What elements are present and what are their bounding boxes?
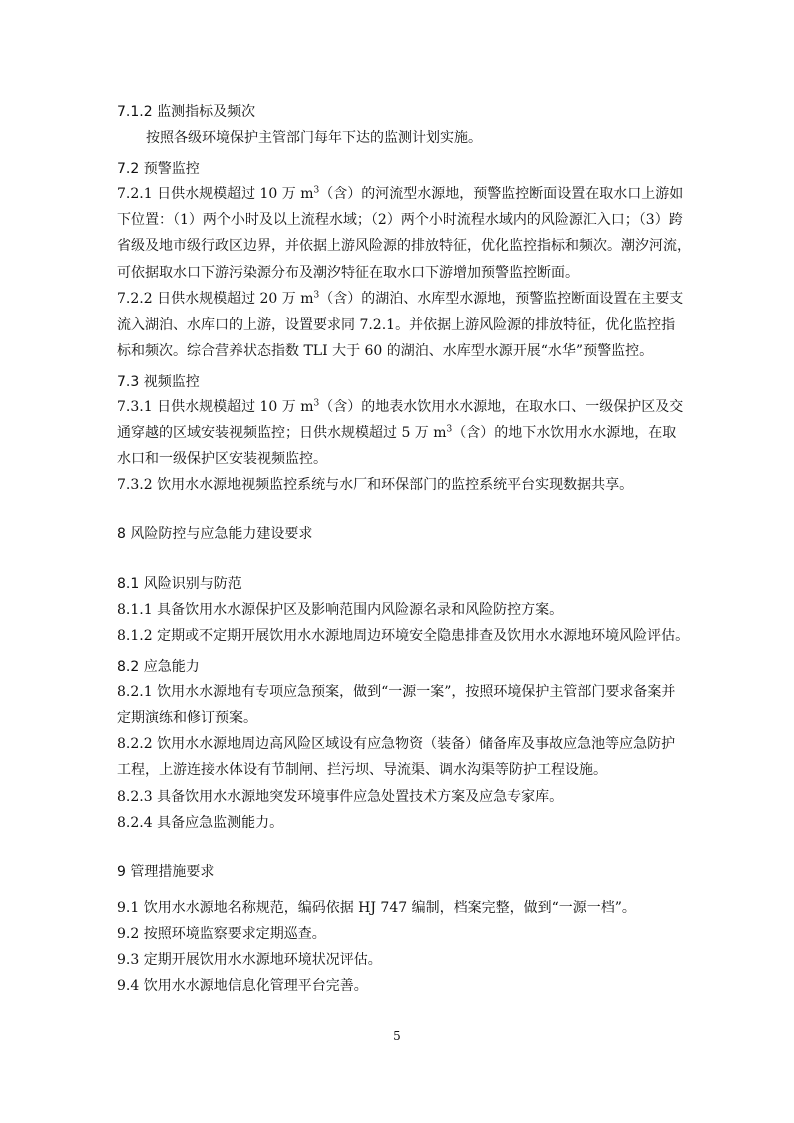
superscript: 3 [313,290,320,301]
item-9-4: 9.4 饮用水水源地信息化管理平台完善。 [117,978,368,994]
item-8-1-2: 8.1.2 定期或不定期开展饮用水水源地周边环境安全隐患排查及饮用水水源地环境风险评估。 [117,628,690,644]
item-9-1: 9.1 饮用水水源地名称规范，编码依据 HJ 747 编制，档案完整，做到“一源一档”。 [117,900,636,916]
section-7-1-2-body: 按照各级环境保护主管部门每年下达的监测计划实施。 [146,130,482,146]
item-8-2-1-line-1: 8.2.1 饮用水水源地有专项应急预案，做到“一源一案”，按照环境保护主管部门要求备案并 [117,684,676,700]
section-7-2-heading: 7.2 预警监控 [117,161,200,177]
item-8-2-2-line-1: 8.2.2 饮用水水源地周边高风险区域设有应急物资（装备）储备库及事故应急池等应急防护 [117,736,676,752]
para-7-2-2-line-1: 7.2.2 日供水规模超过 20 万 $m^3$（含）的湖泊、水库型水源地，预警监控断面设置在主要支 [117,290,684,307]
section-7-1-2-heading: 7.1.2 监测指标及频次 [117,104,256,120]
section-7-3-heading: 7.3 视频监控 [117,374,200,390]
section-9-heading: 9 管理措施要求 [117,864,215,880]
item-8-2-3: 8.2.3 具备饮用水水源地突发环境事件应急处置技术方案及应急专家库。 [117,789,564,805]
para-7-3-1-line-3: 水口和一级保护区安装视频监控。 [117,451,327,467]
para-7-2-2-line-2: 流入湖泊、水库口的上游，设置要求同 7.2.1。并依据上游风险源的排放特征，优化监控指 [117,317,676,333]
item-9-3: 9.3 定期开展饮用水水源地环境状况评估。 [117,952,382,968]
item-8-2-2-line-2: 工程，上游连接水体设有节制闸、拦污坝、导流渠、调水沟渠等防护工程设施。 [117,762,607,778]
para-7-2-1-line-4: 可依据取水口下游污染源分布及潮汐特征在取水口下游增加预警监控断面。 [117,265,579,281]
section-8-2-heading: 8.2 应急能力 [117,659,200,675]
para-7-3-1-line-1: 7.3.1 日供水规模超过 10 万 $m^3$（含）的地表水饮用水水源地，在取水口、一级保护区及交 [117,398,684,415]
para-7-2-1-line-3: 省级及地市级行政区边界，并依据上游风险源的排放特征，优化监控指标和频次。潮汐河流， [117,238,691,254]
page-number: 5 [393,1029,401,1043]
item-9-2: 9.2 按照环境监察要求定期巡查。 [117,926,326,942]
superscript: 3 [313,185,320,196]
superscript: 3 [313,398,320,409]
item-8-2-1-line-2: 定期演练和修订预案。 [117,710,257,726]
superscript: 3 [446,424,453,435]
para-7-2-2-line-3: 标和频次。综合营养状态指数 TLI 大于 60 的湖泊、水库型水源开展“水华”预警监控。 [117,343,654,359]
para-7-2-1-line-2: 下位置：（1）两个小时及以上流程水域；（2）两个小时流程水域内的风险源汇入口；（3）跨 [117,212,683,228]
section-8-heading: 8 风险防控与应急能力建设要求 [117,526,313,542]
item-8-2-4: 8.2.4 具备应急监测能力。 [117,815,284,831]
para-7-3-2: 7.3.2 饮用水水源地视频监控系统与水厂和环保部门的监控系统平台实现数据共享。 [117,477,634,493]
para-7-3-1-line-2: 通穿越的区域安装视频监控；日供水规模超过 5 万 $m^3$（含）的地下水饮用水水源地，在取 [117,424,677,441]
section-8-1-heading: 8.1 风险识别与防范 [117,576,242,592]
item-8-1-1: 8.1.1 具备饮用水水源保护区及影响范围内风险源名录和风险防控方案。 [117,602,564,618]
para-7-2-1-line-1: 7.2.1 日供水规模超过 10 万 $m^3$（含）的河流型水源地，预警监控断面设置在取水口上游如 [117,185,684,202]
